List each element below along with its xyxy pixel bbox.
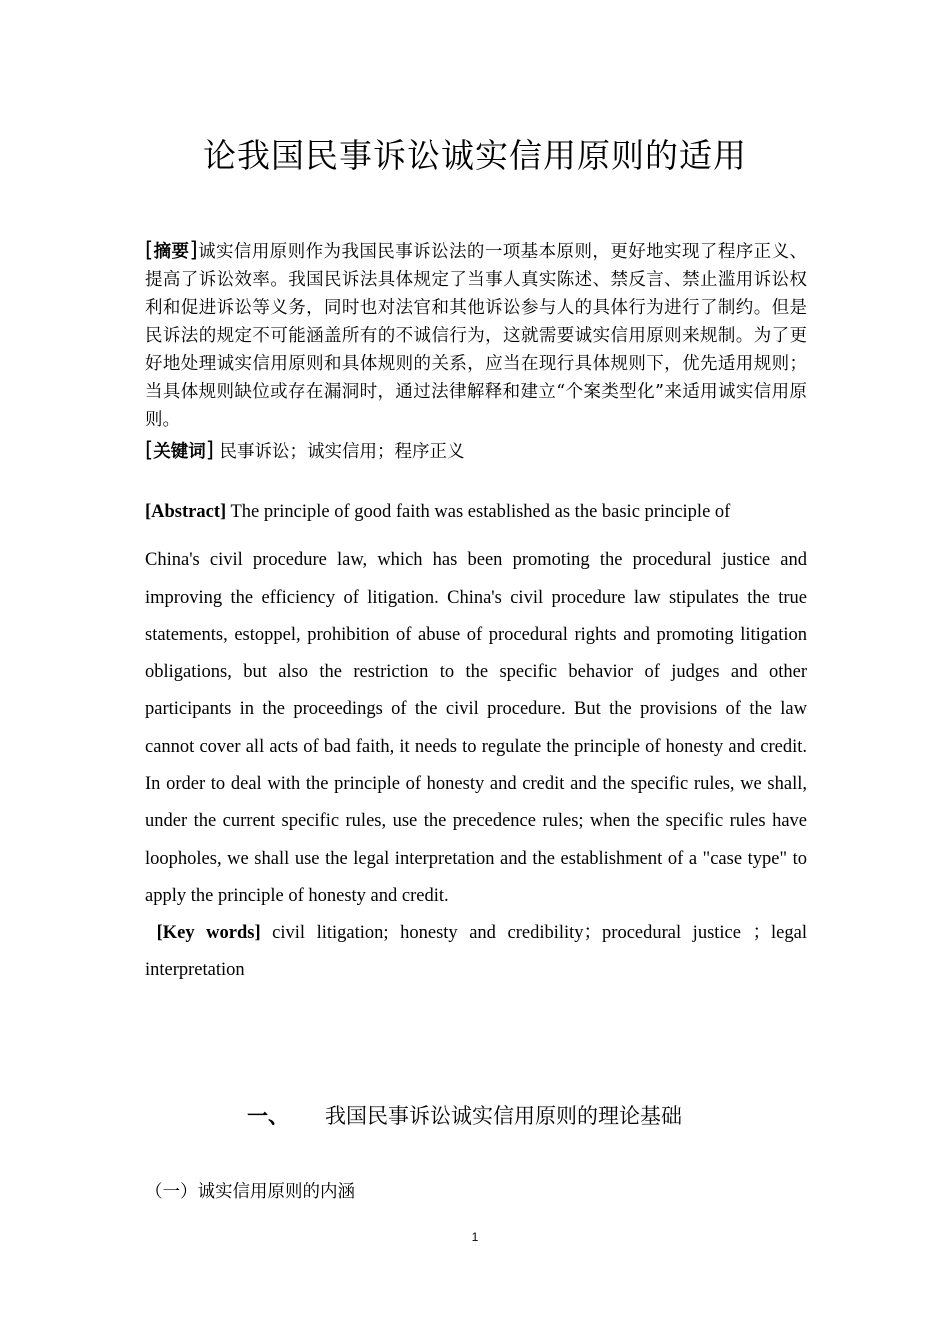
english-keywords-label: [Key words] — [156, 923, 261, 943]
chinese-abstract-label: [摘要] — [145, 238, 198, 262]
section-title: 我国民事诉讼诚实信用原则的理论基础 — [325, 1104, 682, 1128]
english-abstract-text: China's civil procedure law, which has been promoting the procedural justice and improving the efficiency of litigation. China's civil procedure law stipulates the true statements, estoppel, prohibition of abuse of procedural rights and promoting litigation obligations, but also the restriction to the specific behavior of judges and other participants in the proceedings of the civil procedure. But the provisions of the law cannot cover all acts of bad faith, it needs to regulate the principle of honesty and credit. In order to deal with the principle of honesty and credit and the specific rules, we shall, under the current specific rules, use the precedence rules; when the specific rules have loopholes, we shall use the legal interpretation and the establishment of a "case type" to apply the principle of honesty and credit. — [145, 550, 807, 906]
chinese-keywords-text: 民事诉讼；诚实信用；程序正义 — [213, 442, 465, 462]
subsection-heading: （一）诚实信用原则的内涵 — [145, 1182, 355, 1202]
page-number: 1 — [471, 1230, 479, 1244]
section-number: 一、 — [247, 1104, 289, 1128]
chinese-keywords — [145, 436, 807, 466]
chinese-abstract-text: 诚实信用原则作为我国民事诉讼法的一项基本原则，更好地实现了程序正义、提高了诉讼效率。我国民诉法具体规定了当事人真实陈述、禁反言、禁止滥用诉讼权利和促进诉讼等义务，同时也对法官和其他诉讼参与人的具体行为进行了制约。但是民诉法的规定不可能涵盖所有的不诚信行为，这就需要诚实信用原则来规制。为了更好地处理诚实信用原则和具体规则的关系，应当在现行具体规则下，优先适用规则；当具体规则缺位或存在漏洞时，通过法律解释和建立“个案类型化”来适用诚实信用原则。 — [145, 242, 807, 430]
section-heading — [247, 1100, 847, 1130]
paper-title: 论我国民事诉讼诚实信用原则的适用 — [203, 136, 747, 175]
english-abstract — [145, 494, 807, 915]
english-abstract-first-line: [Abstract] The principle of good faith was established as the basic principle of — [145, 502, 731, 522]
chinese-keywords-label: [关键词] — [145, 438, 214, 462]
english-abstract-label: [Abstract] — [145, 502, 227, 522]
english-keywords — [145, 915, 807, 990]
english-keywords-text: civil litigation; honesty and credibility；procedural justice ；legal interpretation — [145, 923, 807, 981]
chinese-abstract — [145, 236, 807, 434]
